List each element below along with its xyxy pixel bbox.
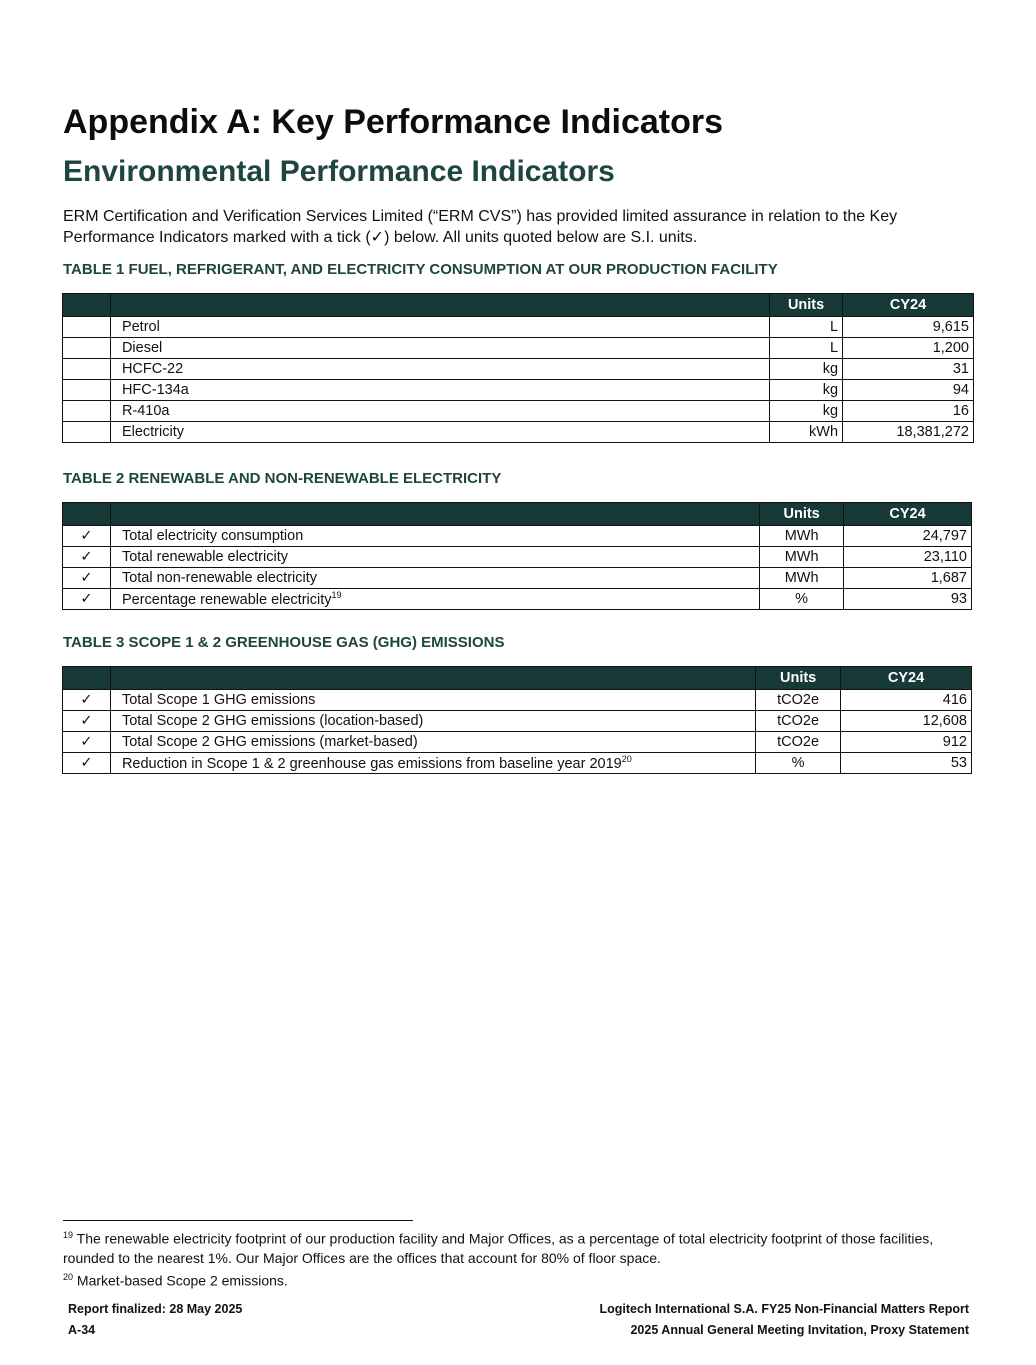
footnote-divider bbox=[63, 1220, 413, 1221]
table1-header-row bbox=[63, 294, 974, 317]
value-cell: 31 bbox=[843, 359, 974, 380]
indicator-label-cell bbox=[110, 422, 769, 443]
table3 bbox=[62, 666, 972, 774]
unit-cell: MWh bbox=[760, 568, 844, 589]
indicator-label-cell bbox=[110, 547, 759, 568]
assurance-tick-cell: ✓ bbox=[63, 753, 111, 774]
indicator-label: Diesel bbox=[121, 340, 163, 356]
table-row bbox=[63, 589, 972, 610]
indicator-label: Total Scope 1 GHG emissions bbox=[121, 692, 316, 708]
table-row bbox=[63, 526, 972, 547]
indicator-label: HFC-134a bbox=[121, 382, 189, 398]
unit-cell: kg bbox=[770, 380, 843, 401]
table-row bbox=[63, 690, 972, 711]
page-title: Appendix A: Key Performance Indicators bbox=[63, 103, 724, 141]
table-row bbox=[63, 401, 974, 422]
indicator-label: Total electricity consumption bbox=[121, 528, 304, 544]
assurance-tick-cell: ✓ bbox=[63, 547, 111, 568]
footnote-number: 20 bbox=[63, 1271, 74, 1282]
assurance-tick-cell bbox=[63, 422, 111, 443]
value-cell: 53 bbox=[841, 753, 972, 774]
assurance-tick-cell: ✓ bbox=[63, 589, 111, 610]
unit-cell: tCO2e bbox=[756, 690, 841, 711]
table-row bbox=[63, 547, 972, 568]
indicator-label: R-410a bbox=[121, 403, 170, 419]
assurance-tick-cell: ✓ bbox=[63, 732, 111, 753]
value-cell: 416 bbox=[841, 690, 972, 711]
footnote-text: Market-based Scope 2 emissions. bbox=[76, 1272, 288, 1289]
value-cell: 16 bbox=[843, 401, 974, 422]
assurance-tick-cell bbox=[63, 317, 111, 338]
footnote-19 bbox=[63, 1226, 983, 1268]
unit-cell: tCO2e bbox=[756, 711, 841, 732]
period-column-header: CY24 bbox=[843, 294, 974, 317]
indicator-label: Total Scope 2 GHG emissions (location-based) bbox=[121, 713, 424, 729]
table-row bbox=[63, 711, 972, 732]
footnote-ref: 20 bbox=[621, 754, 632, 765]
assurance-tick-cell: ✓ bbox=[63, 711, 111, 732]
assurance-tick-cell bbox=[63, 380, 111, 401]
indicator-label-cell bbox=[110, 401, 769, 422]
table-row bbox=[63, 732, 972, 753]
indicator-label: Total Scope 2 GHG emissions (market-based) bbox=[121, 734, 418, 750]
table-row bbox=[63, 338, 974, 359]
value-cell: 23,110 bbox=[844, 547, 972, 568]
units-column-header: Units bbox=[760, 503, 844, 526]
unit-cell: L bbox=[770, 338, 843, 359]
assurance-tick-cell: ✓ bbox=[63, 690, 111, 711]
table-row bbox=[63, 422, 974, 443]
footnotes bbox=[63, 1226, 983, 1290]
table-row bbox=[63, 568, 972, 589]
tick-column-header bbox=[63, 294, 111, 317]
indicator-label-cell bbox=[110, 690, 755, 711]
assurance-tick-cell: ✓ bbox=[63, 568, 111, 589]
assurance-tick-cell bbox=[63, 338, 111, 359]
unit-cell: tCO2e bbox=[756, 732, 841, 753]
indicator-label-cell bbox=[110, 732, 755, 753]
table2-header-row bbox=[63, 503, 972, 526]
value-cell: 24,797 bbox=[844, 526, 972, 547]
agm-title: 2025 Annual General Meeting Invitation, Proxy Statement bbox=[630, 1323, 969, 1337]
tick-column-header bbox=[63, 667, 111, 690]
indicator-label-cell bbox=[110, 753, 755, 774]
report-finalized-date: Report finalized: 28 May 2025 bbox=[68, 1302, 243, 1316]
indicator-label-cell bbox=[110, 359, 769, 380]
indicator-label: Percentage renewable electricity bbox=[121, 591, 332, 608]
assurance-tick-cell bbox=[63, 401, 111, 422]
footnote-number: 19 bbox=[63, 1230, 74, 1240]
unit-cell: % bbox=[760, 589, 844, 610]
period-column-header: CY24 bbox=[844, 503, 972, 526]
period-column-header: CY24 bbox=[841, 667, 972, 690]
value-cell: 9,615 bbox=[843, 317, 974, 338]
indicator-label: Electricity bbox=[121, 424, 184, 440]
label-column-header bbox=[110, 294, 769, 317]
indicator-label: Total renewable electricity bbox=[121, 549, 288, 565]
table2-caption: TABLE 2 RENEWABLE AND NON-RENEWABLE ELECTRICITY bbox=[63, 470, 502, 487]
value-cell: 18,381,272 bbox=[843, 422, 974, 443]
footnote-text: The renewable electricity footprint of our production facility and Major Offices, as a percentage of total electricity footprint of those facilities, rounded to the nearest 1%. Our Major Offices are the offices that account for 80% of floor space. bbox=[63, 1230, 934, 1266]
table-row bbox=[63, 317, 974, 338]
indicator-label-cell bbox=[110, 526, 759, 547]
report-title: Logitech International S.A. FY25 Non-Financial Matters Report bbox=[599, 1302, 969, 1316]
label-column-header bbox=[110, 503, 759, 526]
unit-cell: % bbox=[756, 753, 841, 774]
tick-column-header bbox=[63, 503, 111, 526]
indicator-label: Total non-renewable electricity bbox=[121, 570, 317, 586]
indicator-label-cell bbox=[110, 711, 755, 732]
units-column-header: Units bbox=[770, 294, 843, 317]
value-cell: 12,608 bbox=[841, 711, 972, 732]
table2 bbox=[62, 502, 972, 610]
table-row bbox=[63, 753, 972, 774]
footnote-ref: 19 bbox=[331, 590, 342, 601]
unit-cell: kWh bbox=[770, 422, 843, 443]
indicator-label-cell bbox=[110, 589, 759, 610]
value-cell: 912 bbox=[841, 732, 972, 753]
unit-cell: MWh bbox=[760, 526, 844, 547]
unit-cell: L bbox=[770, 317, 843, 338]
footnote-20 bbox=[63, 1268, 983, 1291]
table3-caption: TABLE 3 SCOPE 1 & 2 GREENHOUSE GAS (GHG) EMISSIONS bbox=[63, 634, 505, 651]
unit-cell: kg bbox=[770, 359, 843, 380]
assurance-tick-cell: ✓ bbox=[63, 526, 111, 547]
indicator-label-cell bbox=[110, 338, 769, 359]
unit-cell: MWh bbox=[760, 547, 844, 568]
table-row bbox=[63, 380, 974, 401]
assurance-tick-cell bbox=[63, 359, 111, 380]
table1 bbox=[62, 293, 974, 443]
table-row bbox=[63, 359, 974, 380]
units-column-header: Units bbox=[756, 667, 841, 690]
indicator-label: Reduction in Scope 1 & 2 greenhouse gas emissions from baseline year 2019 bbox=[121, 755, 622, 772]
indicator-label: HCFC-22 bbox=[121, 361, 184, 377]
indicator-label-cell bbox=[110, 380, 769, 401]
value-cell: 93 bbox=[844, 589, 972, 610]
value-cell: 1,687 bbox=[844, 568, 972, 589]
intro-paragraph: ERM Certification and Verification Services Limited (“ERM CVS”) has provided limited assurance in relation to the Key Performance Indicators marked with a tick (✓) below. All units quoted below are S.I. units. bbox=[63, 208, 898, 246]
page-number: A-34 bbox=[68, 1323, 96, 1337]
indicator-label-cell bbox=[110, 317, 769, 338]
value-cell: 1,200 bbox=[843, 338, 974, 359]
table3-header-row bbox=[63, 667, 972, 690]
section-title: Environmental Performance Indicators bbox=[63, 155, 615, 188]
value-cell: 94 bbox=[843, 380, 974, 401]
indicator-label: Petrol bbox=[121, 319, 160, 335]
indicator-label-cell bbox=[110, 568, 759, 589]
unit-cell: kg bbox=[770, 401, 843, 422]
label-column-header bbox=[110, 667, 755, 690]
table1-caption: TABLE 1 FUEL, REFRIGERANT, AND ELECTRICITY CONSUMPTION AT OUR PRODUCTION FACILITY bbox=[63, 261, 778, 278]
